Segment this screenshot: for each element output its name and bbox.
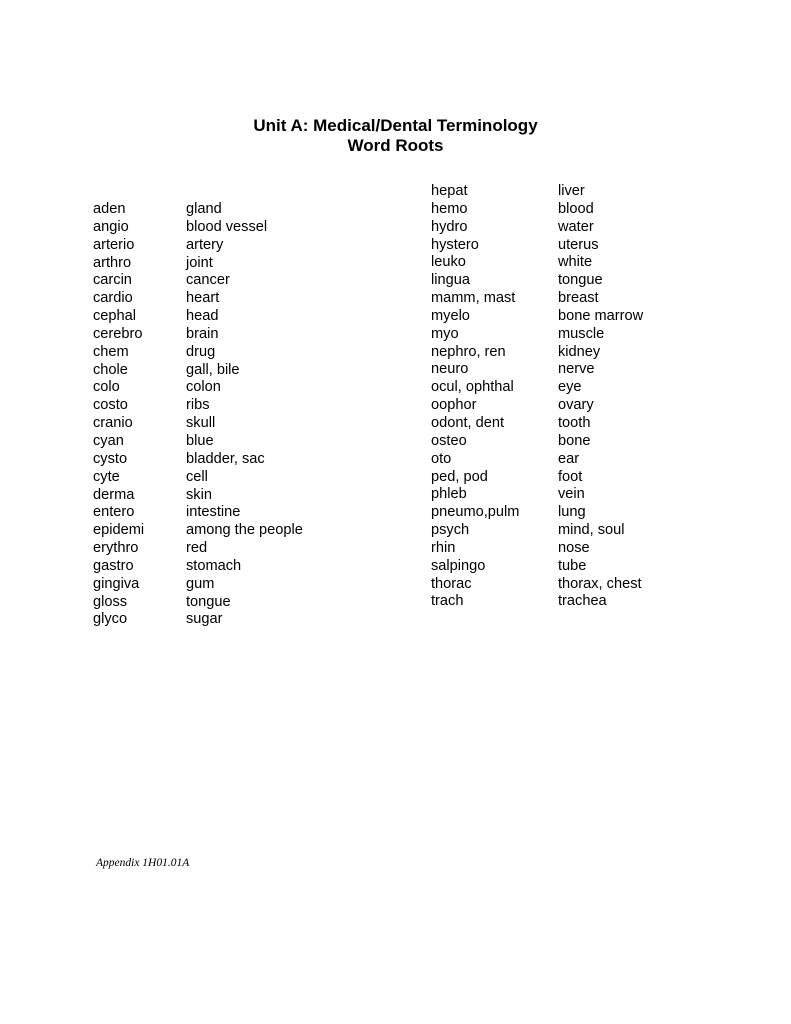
word-meaning: skull [186, 415, 216, 432]
term-row [93, 504, 303, 522]
word-meaning: tongue [186, 593, 231, 610]
word-root: chole [93, 361, 128, 378]
word-meaning: tube [558, 557, 587, 574]
word-meaning: among the people [186, 522, 303, 539]
word-root: ped, pod [431, 468, 488, 485]
term-row [93, 611, 303, 629]
term-row [431, 540, 643, 558]
word-meaning: head [186, 308, 219, 325]
word-root: colo [93, 379, 120, 396]
word-meaning: water [558, 218, 594, 235]
word-meaning: uterus [558, 236, 599, 253]
word-meaning: colon [186, 379, 221, 396]
word-root: cyte [93, 468, 120, 485]
term-row [431, 254, 643, 272]
word-root: myo [431, 325, 459, 342]
word-meaning: nerve [558, 361, 595, 378]
term-row [431, 183, 643, 201]
word-root: cephal [93, 308, 137, 325]
word-meaning: kidney [558, 343, 601, 360]
word-root: neuro [431, 361, 469, 378]
word-root: aden [93, 201, 126, 217]
word-meaning: drug [186, 343, 216, 360]
term-row [431, 451, 643, 469]
word-meaning: stomach [186, 557, 242, 574]
term-row [431, 576, 643, 594]
term-row [93, 362, 303, 380]
word-meaning: gland [186, 201, 222, 217]
term-row [93, 469, 303, 487]
term-row [431, 308, 643, 326]
term-row [93, 522, 303, 540]
word-root: cysto [93, 450, 128, 467]
word-root: mamm, mast [431, 290, 516, 307]
word-root: myelo [431, 307, 470, 324]
right-term-list [431, 183, 643, 611]
word-meaning: artery [186, 236, 224, 253]
word-root: hemo [431, 200, 468, 217]
word-root: lingua [431, 272, 470, 289]
term-row [93, 379, 303, 397]
word-meaning: blood vessel [186, 218, 268, 235]
left-term-list [93, 201, 303, 629]
word-meaning: ribs [186, 397, 210, 414]
word-meaning: bone [558, 432, 591, 449]
term-row [431, 486, 643, 504]
word-meaning: skin [186, 486, 212, 503]
word-root: glyco [93, 611, 128, 628]
term-row [93, 344, 303, 362]
term-row [431, 326, 643, 344]
word-meaning: foot [558, 468, 583, 485]
word-meaning: mind, soul [558, 522, 625, 539]
term-row [431, 237, 643, 255]
title-line-2: Word Roots [347, 136, 444, 155]
term-row [93, 451, 303, 469]
term-row [93, 326, 303, 344]
term-row [93, 397, 303, 415]
word-meaning: bone marrow [558, 307, 644, 324]
word-meaning: gum [186, 575, 215, 592]
word-meaning: eye [558, 379, 582, 396]
word-meaning: bladder, sac [186, 450, 265, 467]
word-meaning: blood [558, 200, 594, 217]
word-root: gastro [93, 557, 134, 574]
word-root: angio [93, 218, 129, 235]
word-root: odont, dent [431, 414, 505, 431]
term-row [431, 344, 643, 362]
term-row [431, 415, 643, 433]
word-root: salpingo [431, 557, 486, 574]
term-row [93, 415, 303, 433]
term-row [431, 504, 643, 522]
word-meaning: brain [186, 325, 219, 342]
word-root: erythro [93, 540, 139, 557]
word-root: gingiva [93, 575, 140, 592]
word-root: trach [431, 593, 464, 610]
word-root: pneumo,pulm [431, 504, 520, 521]
word-root: psych [431, 522, 470, 539]
word-root: hepat [431, 183, 468, 199]
term-row [93, 219, 303, 237]
word-root: epidemi [93, 522, 145, 539]
word-meaning: gall, bile [186, 361, 240, 378]
word-meaning: liver [558, 183, 585, 199]
word-root: cyan [93, 432, 124, 449]
word-root: rhin [431, 539, 456, 556]
word-meaning: white [558, 254, 593, 271]
word-root: cerebro [93, 325, 143, 342]
term-row [93, 576, 303, 594]
word-root: oophor [431, 397, 477, 414]
word-root: arterio [93, 236, 135, 253]
word-meaning: nose [558, 539, 590, 556]
word-meaning: cancer [186, 272, 230, 289]
word-root: cranio [93, 415, 133, 432]
term-row [93, 540, 303, 558]
word-meaning: tongue [558, 272, 603, 289]
term-row [431, 361, 643, 379]
term-row [431, 433, 643, 451]
title-line-1: Unit A: Medical/Dental Terminology [253, 116, 538, 135]
word-root: phleb [431, 486, 467, 503]
term-row [93, 201, 303, 219]
term-row [93, 558, 303, 576]
word-meaning: heart [186, 290, 220, 307]
term-row [93, 594, 303, 612]
word-root: nephro, ren [431, 343, 506, 360]
page-title [0, 116, 791, 156]
word-meaning: vein [558, 486, 585, 503]
word-meaning: ovary [558, 397, 594, 414]
term-row [431, 593, 643, 611]
word-meaning: trachea [558, 593, 607, 610]
word-root: costo [93, 397, 128, 414]
term-row [431, 558, 643, 576]
term-row [93, 433, 303, 451]
term-row [431, 379, 643, 397]
word-meaning: ear [558, 450, 580, 467]
word-meaning: muscle [558, 325, 605, 342]
word-root: cardio [93, 290, 133, 307]
term-row [431, 272, 643, 290]
word-meaning: cell [186, 468, 208, 485]
term-row [93, 255, 303, 273]
word-meaning: red [186, 540, 208, 557]
term-row [93, 487, 303, 505]
word-meaning: lung [558, 504, 586, 521]
appendix-footer: Appendix 1H01.01A [96, 857, 190, 869]
word-meaning: sugar [186, 611, 223, 628]
term-row [431, 397, 643, 415]
term-row [93, 272, 303, 290]
term-row [431, 522, 643, 540]
term-row [93, 237, 303, 255]
word-meaning: joint [186, 254, 213, 271]
word-root: arthro [93, 254, 132, 271]
word-root: chem [93, 343, 129, 360]
word-root: thorac [431, 575, 472, 592]
word-root: hydro [431, 218, 468, 235]
word-root: entero [93, 504, 135, 521]
term-row [93, 290, 303, 308]
word-root: osteo [431, 432, 467, 449]
word-root: oto [431, 450, 452, 467]
word-root: derma [93, 486, 135, 503]
word-meaning: breast [558, 290, 599, 307]
term-row [431, 469, 643, 487]
word-meaning: thorax, chest [558, 575, 642, 592]
word-root: ocul, ophthal [431, 379, 514, 396]
term-row [93, 308, 303, 326]
term-row [431, 290, 643, 308]
word-root: leuko [431, 254, 466, 271]
word-root: gloss [93, 593, 128, 610]
term-row [431, 219, 643, 237]
term-row [431, 201, 643, 219]
word-root: carcin [93, 272, 132, 289]
word-meaning: blue [186, 432, 214, 449]
word-root: hystero [431, 236, 479, 253]
word-meaning: tooth [558, 414, 591, 431]
word-meaning: intestine [186, 504, 241, 521]
